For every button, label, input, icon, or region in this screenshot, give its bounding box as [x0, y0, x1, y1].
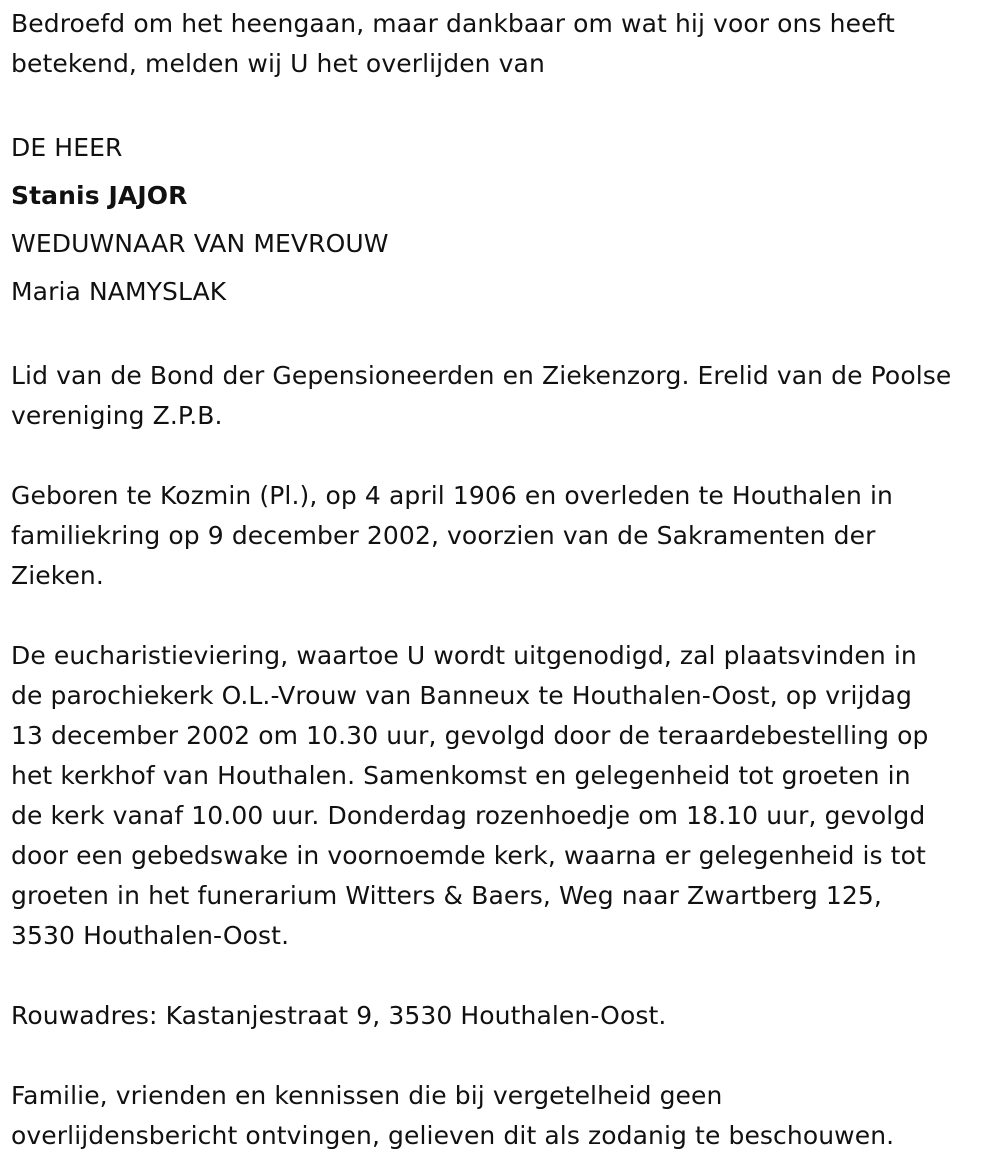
obituary-document [11, 4, 996, 1156]
deceased-relation: WEDUWNAAR VAN MEVROUW [11, 229, 389, 258]
address-paragraph [11, 996, 996, 1036]
mourning-address: Rouwadres: Kastanjestraat 9, 3530 Houthalen-Oost. [11, 1001, 667, 1030]
ceremony-line-3: 13 december 2002 om 10.30 uur, gevolgd door de teraardebestelling op [11, 721, 929, 750]
birth-death-line-3: Zieken. [11, 561, 104, 590]
closing-line-1: Familie, vrienden en kennissen die bij vergetelheid geen [11, 1081, 723, 1110]
spacer [11, 956, 996, 996]
ceremony-line-6: door een gebedswake in voornoemde kerk, waarna er gelegenheid is tot [11, 841, 926, 870]
ceremony-line-5: de kerk vanaf 10.00 uur. Donderdag rozenhoedje om 18.10 uur, gevolgd [11, 801, 926, 830]
spacer [11, 316, 996, 356]
birth-death-line-1: Geboren te Kozmin (Pl.), op 4 april 1906 en overleden te Houthalen in [11, 481, 893, 510]
ceremony-line-8: 3530 Houthalen-Oost. [11, 921, 290, 950]
membership-line-1: Lid van de Bond der Gepensioneerden en Ziekenzorg. Erelid van de Poolse [11, 361, 952, 390]
closing-paragraph [11, 1076, 996, 1156]
ceremony-line-1: De eucharistieviering, waartoe U wordt uitgenodigd, zal plaatsvinden in [11, 641, 917, 670]
deceased-block [11, 124, 996, 316]
intro-paragraph [11, 4, 996, 84]
intro-line-1: Bedroefd om het heengaan, maar dankbaar om wat hij voor ons heeft [11, 9, 895, 38]
ceremony-line-7: groeten in het funerarium Witters & Baers, Weg naar Zwartberg 125, [11, 881, 882, 910]
intro-line-2: betekend, melden wij U het overlijden van [11, 49, 545, 78]
closing-line-2: overlijdensbericht ontvingen, gelieven dit als zodanig te beschouwen. [11, 1121, 895, 1150]
spacer [11, 1036, 996, 1076]
birth-death-line-2: familiekring op 9 december 2002, voorzien van de Sakramenten der [11, 521, 876, 550]
membership-paragraph [11, 356, 996, 436]
ceremony-paragraph [11, 636, 996, 956]
spouse-name: Maria NAMYSLAK [11, 277, 227, 306]
spacer [11, 84, 996, 124]
deceased-name: Stanis JAJOR [11, 181, 188, 210]
spacer [11, 436, 996, 476]
membership-line-2: vereniging Z.P.B. [11, 401, 223, 430]
ceremony-line-4: het kerkhof van Houthalen. Samenkomst en gelegenheid tot groeten in [11, 761, 911, 790]
birth-death-paragraph [11, 476, 996, 596]
spacer [11, 596, 996, 636]
deceased-prefix: DE HEER [11, 133, 123, 162]
ceremony-line-2: de parochiekerk O.L.-Vrouw van Banneux te Houthalen-Oost, op vrijdag [11, 681, 912, 710]
